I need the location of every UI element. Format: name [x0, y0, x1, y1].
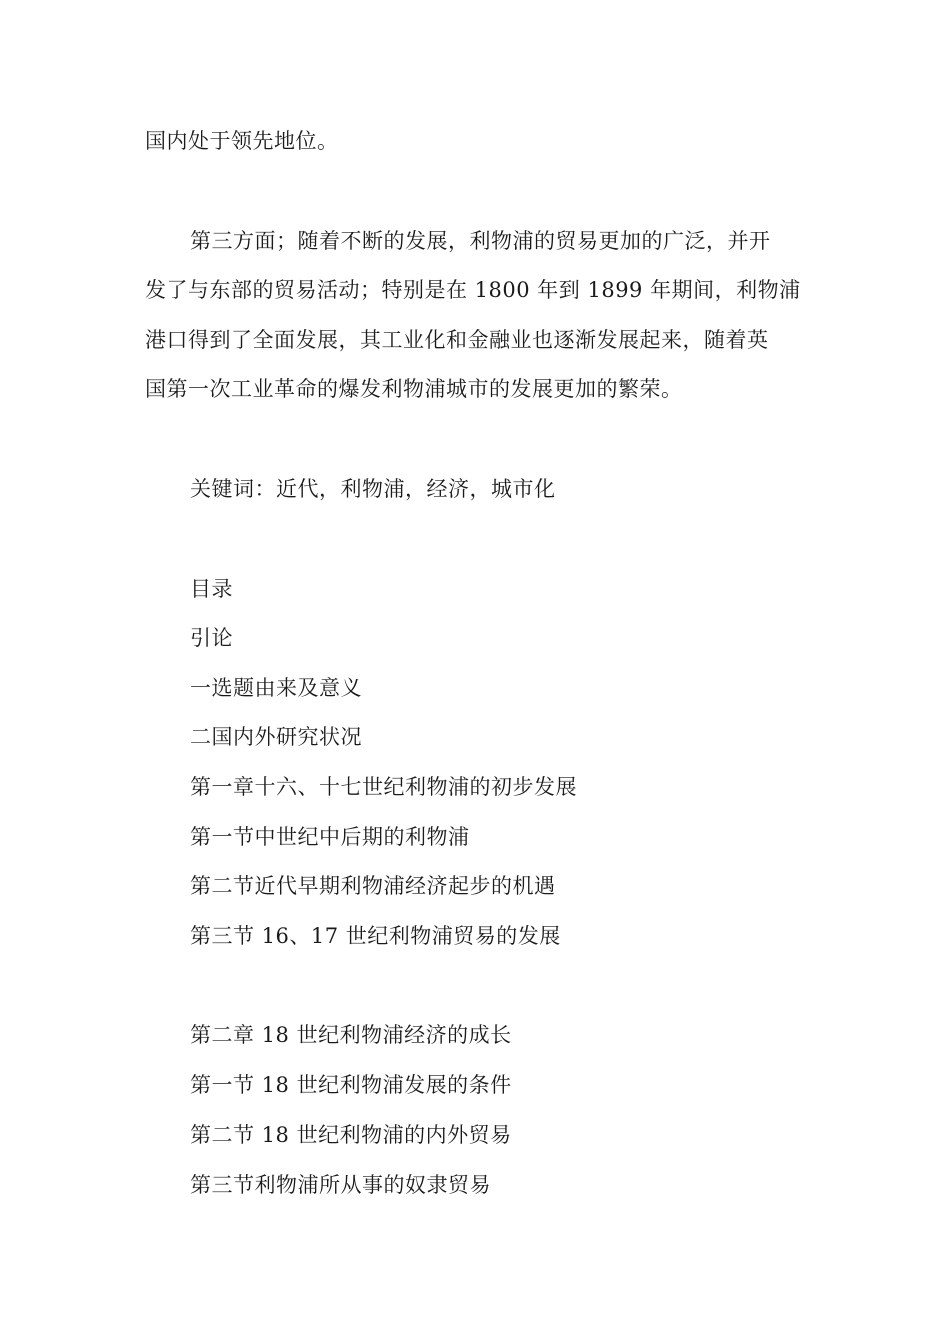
paragraph-3-line-1: 第三方面；随着不断的发展，利物浦的贸易更加的广泛，并开 — [190, 229, 771, 253]
toc-item: 引论 — [190, 626, 233, 650]
paragraph-continuation: 国内处于领先地位。 — [145, 129, 339, 153]
toc-item: 二国内外研究状况 — [190, 725, 362, 749]
toc-item: 一选题由来及意义 — [190, 676, 362, 700]
keywords-line: 关键词：近代，利物浦，经济，城市化 — [190, 477, 556, 501]
toc-item: 第二节近代早期利物浦经济起步的机遇 — [190, 874, 556, 898]
toc-heading: 目录 — [190, 577, 233, 601]
toc-item: 第一章十六、十七世纪利物浦的初步发展 — [190, 775, 577, 799]
toc-item: 第三节 16、17 世纪利物浦贸易的发展 — [190, 924, 561, 948]
paragraph-3-line-4: 国第一次工业革命的爆发利物浦城市的发展更加的繁荣。 — [145, 377, 683, 401]
paragraph-3-line-2: 发了与东部的贸易活动；特别是在 1800 年到 1899 年期间，利物浦 — [145, 278, 801, 302]
toc-item: 第一节中世纪中后期的利物浦 — [190, 825, 470, 849]
toc-item: 第三节利物浦所从事的奴隶贸易 — [190, 1173, 491, 1197]
toc-item: 第二章 18 世纪利物浦经济的成长 — [190, 1023, 512, 1047]
paragraph-3-line-3: 港口得到了全面发展，其工业化和金融业也逐渐发展起来，随着英 — [145, 328, 769, 352]
toc-item: 第二节 18 世纪利物浦的内外贸易 — [190, 1123, 512, 1147]
toc-item: 第一节 18 世纪利物浦发展的条件 — [190, 1073, 512, 1097]
